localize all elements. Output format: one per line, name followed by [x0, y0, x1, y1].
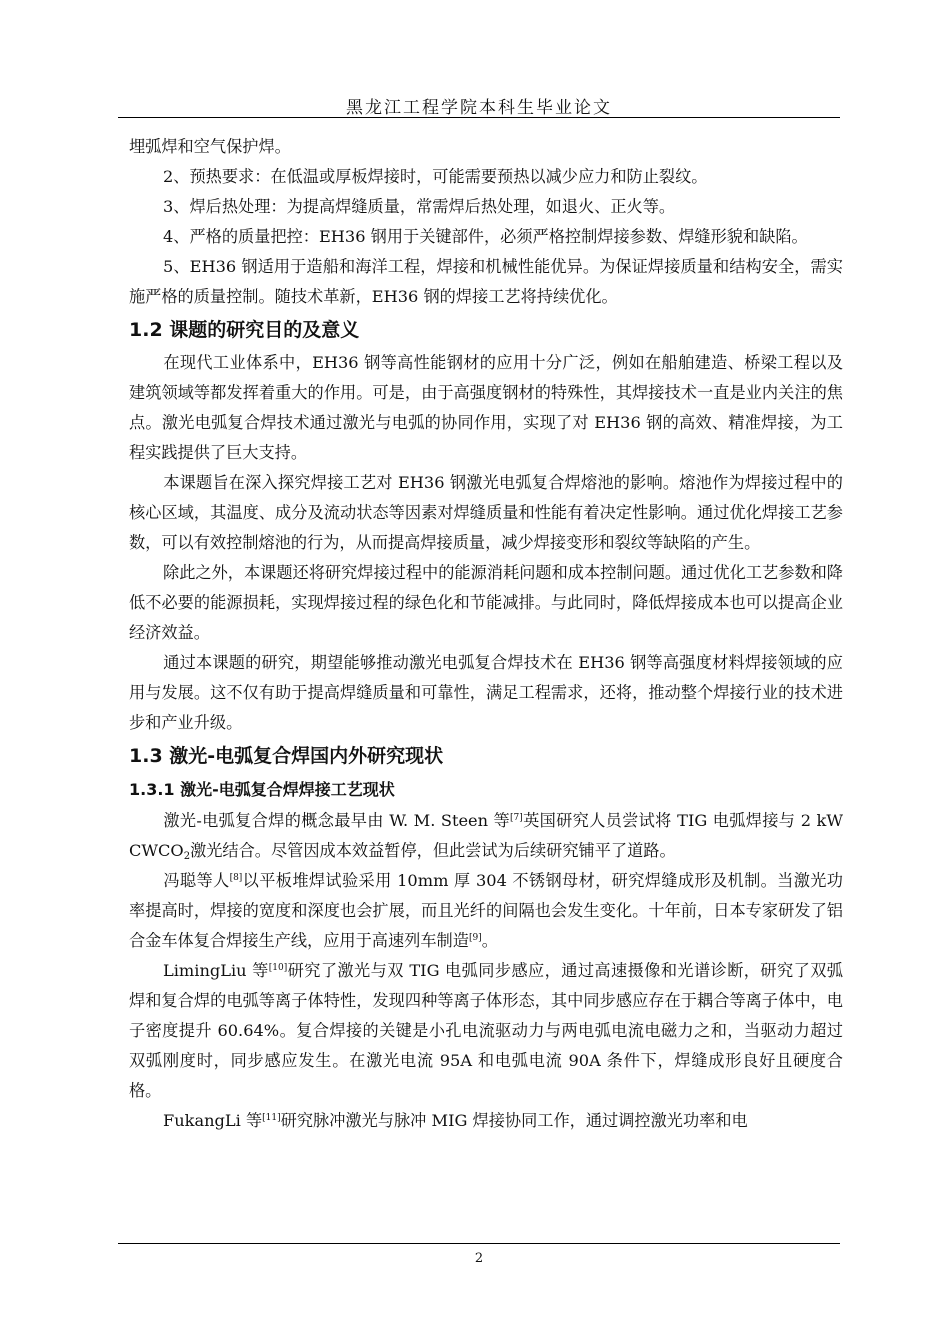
footer-rule [118, 1243, 840, 1244]
subscript: 2 [183, 851, 191, 862]
paragraph: 本课题旨在深入探究焊接工艺对 EH36 钢激光电弧复合焊熔池的影响。熔池作为焊接过程中的核心区域，其温度、成分及流动状态等因素对焊缝质量和性能有着决定性影响。通过优化焊接工艺参数，可以有效控制熔池的行为，从而提高焊接质量，减少焊接变形和裂纹等缺陷的产生。 [129, 473, 843, 552]
section-heading-1-3: 1.3 激光-电弧复合焊国内外研究现状 [129, 745, 444, 767]
citation: [11] [262, 1113, 281, 1123]
list-item-application: 5、EH36 钢适用于造船和海洋工程，焊接和机械性能优异。为保证焊接质量和结构安全，需实施严格的质量控制。随技术革新，EH36 钢的焊接工艺将持续优化。 [129, 257, 843, 306]
citation: [7] [510, 813, 523, 823]
paragraph: 激光-电弧复合焊的概念最早由 W. M. Steen 等[7]英国研究人员尝试将 TIG 电弧焊接与 2 kW $CWCO_2$激光结合。尽管因成本效益暂停，但此尝试为后续研究铺平了道路。 [129, 811, 843, 862]
page-number: 2 [474, 1251, 484, 1266]
paragraph: 冯聪等人[8]以平板堆焊试验采用 10mm 厚 304 不锈钢母材，研究焊缝成形及机制。当激光功率提高时，焊接的宽度和深度也会扩展，而且光纤的间隔也会发生变化。十年前，日本专家研发了铝合金车体复合焊接生产线，应用于高速列车制造[9]。 [129, 871, 843, 950]
paragraph: FukangLi 等[11]研究脉冲激光与脉冲 MIG 焊接协同工作，通过调控激光功率和电 [163, 1111, 748, 1130]
paragraph: 除此之外，本课题还将研究焊接过程中的能源消耗问题和成本控制问题。通过优化工艺参数和降低不必要的能源损耗，实现焊接过程的绿色化和节能减排。与此同时，降低焊接成本也可以提高企业经济效益。 [129, 563, 843, 642]
list-item-quality-control: 4、严格的质量把控：EH36 钢用于关键部件，必须严格控制焊接参数、焊缝形貌和缺陷。 [163, 227, 808, 246]
subsection-heading-1-3-1: 1.3.1 激光-电弧复合焊焊接工艺现状 [129, 780, 395, 799]
paragraph: 在现代工业体系中，EH36 钢等高性能钢材的应用十分广泛，例如在船舶建造、桥梁工程以及建筑领域等都发挥着重大的作用。可是，由于高强度钢材的特殊性，其焊接技术一直是业内关注的焦点。激光电弧复合焊技术通过激光与电弧的协同作用，实现了对 EH36 钢的高效、精准焊接，为工程实践提供了巨大支持。 [129, 353, 843, 462]
header-rule [118, 117, 840, 118]
list-item-post-heat: 3、焊后热处理：为提高焊缝质量，常需焊后热处理，如退火、正火等。 [163, 197, 676, 216]
citation: [10] [268, 963, 288, 973]
paragraph: 通过本课题的研究，期望能够推动激光电弧复合焊技术在 EH36 钢等高强度材料焊接领域的应用与发展。这不仅有助于提高焊缝质量和可靠性，满足工程需求，还将，推动整个焊接行业的技术进步和产业升级。 [129, 653, 843, 732]
citation: [9] [468, 933, 482, 943]
section-heading-1-2: 1.2 课题的研究目的及意义 [129, 319, 360, 341]
page-body [129, 132, 843, 1136]
running-header: 黑龙江工程学院本科生毕业论文 [346, 98, 612, 118]
paragraph-continued: 埋弧焊和空气保护焊。 [129, 137, 291, 156]
list-item-preheat: 2、预热要求：在低温或厚板焊接时，可能需要预热以减少应力和防止裂纹。 [163, 167, 708, 186]
citation: [8] [229, 873, 243, 883]
paragraph: LimingLiu 等[10]研究了激光与双 TIG 电弧同步感应，通过高速摄像和光谱诊断，研究了双弧焊和复合焊的电弧等离子体特性，发现四种等离子体形态，其中同步感应存在于耦合等离子体中，电子密度提升 60.64%。复合焊接的关键是小孔电流驱动力与两电弧电流电磁力之和，当驱动力超过双弧刚度时，同步感应发生。在激光电流 95A 和电弧电流 90A 条件下，焊缝成形良好且硬度合格。 [129, 961, 843, 1100]
